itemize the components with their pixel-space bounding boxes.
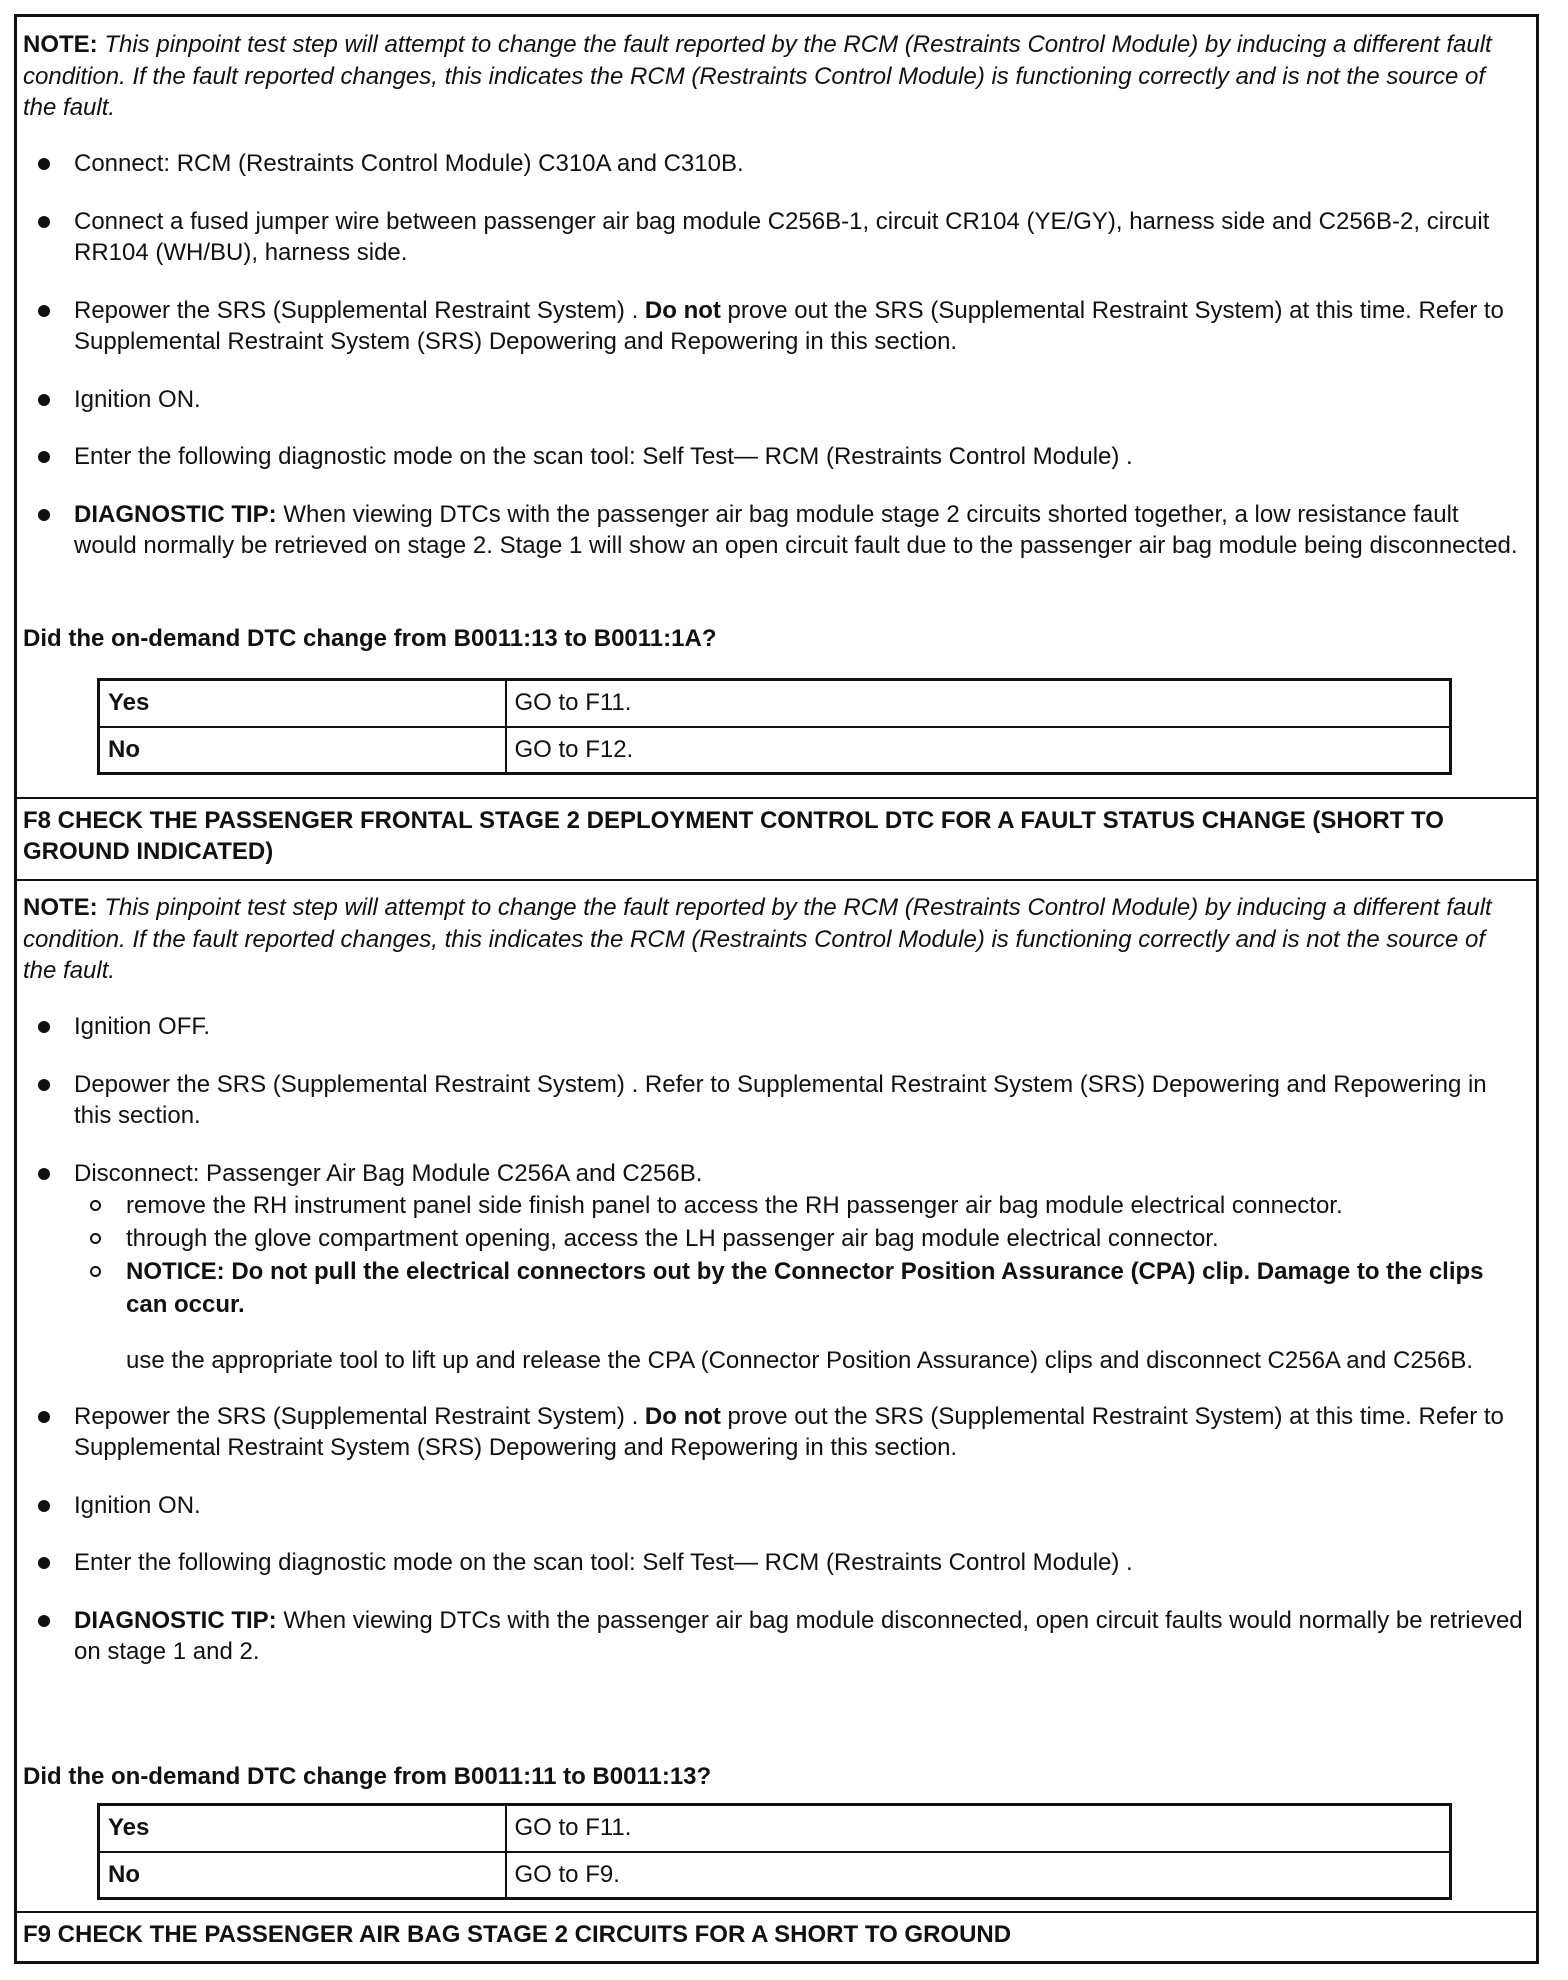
- list-item: [17, 384, 1526, 416]
- step-text: prove out the SRS (Supplemental Restraint System) at this time. Refer to Supplemental Restraint System (SRS) Depowering and Repowering in this section.: [74, 296, 1504, 355]
- answer-yes-action: GO to F11.: [506, 1805, 1451, 1852]
- bullet-icon: [38, 1411, 50, 1423]
- step-text: When viewing DTCs with the passenger air bag module disconnected, open circuit faults would normally be retrieved on stage 1 and 2.: [74, 1606, 1523, 1665]
- bullet-icon: [38, 1500, 50, 1512]
- note-2-body: This pinpoint test step will attempt to change the fault reported by the RCM (Restraints Control Module) by inducing a different fault condition. If the fault reported changes, this indicates the RCM (Restraints Control Module) is functioning correctly and is not the source of the fault.: [23, 894, 1492, 984]
- table-row: [99, 1805, 1451, 1852]
- s1-answer-table: [97, 678, 1452, 775]
- table-row: [99, 680, 1451, 727]
- list-item: [17, 295, 1526, 358]
- f8-question: Did the on-demand DTC change from B0011:11 to B0011:13?: [23, 1763, 712, 1790]
- answer-yes-action: GO to F11.: [506, 680, 1451, 727]
- list-item: [17, 1490, 1526, 1522]
- note-1: [23, 29, 1524, 124]
- list-item: [17, 1547, 1526, 1579]
- step-text: Ignition ON.: [74, 1491, 201, 1519]
- step-emphasis: Do not: [644, 296, 721, 324]
- answer-no: No: [99, 727, 506, 774]
- list-item: [17, 1011, 1526, 1043]
- f9-step-header: F9 CHECK THE PASSENGER AIR BAG STAGE 2 CIRCUITS FOR A SHORT TO GROUND: [17, 1911, 1536, 1961]
- bullet-icon: [38, 394, 50, 406]
- list-item: [17, 206, 1526, 269]
- bullet-icon: [38, 1021, 50, 1033]
- diagnostic-tip-label: DIAGNOSTIC TIP:: [74, 1606, 277, 1634]
- note-2-lead: NOTE:: [23, 894, 98, 921]
- s1-step-list: [17, 148, 1526, 588]
- bullet-icon: [38, 158, 50, 170]
- step-text: Ignition ON.: [74, 385, 201, 413]
- table-row: [99, 1852, 1451, 1899]
- step-text: When viewing DTCs with the passenger air bag module stage 2 circuits shorted together, a low resistance fault would normally be retrieved on stage 2. Stage 1 will show an open circuit fault due to the passenger air bag module being disconnected.: [74, 500, 1518, 559]
- step-text: Repower the SRS (Supplemental Restraint System) .: [74, 296, 645, 324]
- diagnostic-tip-label: DIAGNOSTIC TIP:: [74, 500, 277, 528]
- list-item: [17, 1158, 1526, 1377]
- bullet-icon: [38, 1168, 50, 1180]
- sub-list-item: [74, 1189, 1526, 1222]
- step-text: Connect a fused jumper wire between passenger air bag module C256B-1, circuit CR104 (YE/GY), harness side and C256B-2, circuit RR104 (WH/BU), harness side.: [74, 207, 1490, 266]
- step-text: Disconnect: Passenger Air Bag Module C256A and C256B.: [74, 1159, 703, 1187]
- note-1-lead: NOTE:: [23, 31, 98, 58]
- list-item: [17, 1069, 1526, 1132]
- answer-no-action: GO to F12.: [506, 727, 1451, 774]
- list-item: [17, 441, 1526, 473]
- list-item: [17, 148, 1526, 180]
- circle-bullet-icon: [90, 1233, 101, 1244]
- bullet-icon: [38, 1557, 50, 1569]
- s1-question: Did the on-demand DTC change from B0011:13 to B0011:1A?: [23, 625, 717, 652]
- note-2: [23, 892, 1524, 987]
- step-text: Enter the following diagnostic mode on the scan tool: Self Test— RCM (Restraints Control Module) .: [74, 443, 1133, 470]
- bullet-icon: [38, 509, 50, 521]
- sub-list-item: [74, 1255, 1526, 1321]
- circle-bullet-icon: [90, 1200, 101, 1211]
- document-frame: [14, 14, 1539, 1964]
- step-text: Ignition OFF.: [74, 1013, 211, 1040]
- list-item: [17, 1605, 1526, 1668]
- bullet-icon: [38, 216, 50, 228]
- sub-list-item: [74, 1222, 1526, 1255]
- step-text: Connect: RCM (Restraints Control Module) C310A and C310B.: [74, 150, 744, 177]
- step-emphasis: Do not: [644, 1402, 721, 1430]
- bullet-icon: [38, 1079, 50, 1091]
- bullet-icon: [38, 305, 50, 317]
- answer-yes: Yes: [99, 1805, 506, 1852]
- answer-no: No: [99, 1852, 506, 1899]
- sub-step-text: through the glove compartment opening, access the LH passenger air bag module electrical connector.: [126, 1225, 1219, 1252]
- list-item: [17, 1401, 1526, 1464]
- f8-answer-table: [97, 1803, 1452, 1900]
- sub-step-list: [74, 1189, 1526, 1377]
- step-text: Repower the SRS (Supplemental Restraint System) .: [74, 1402, 645, 1430]
- note-1-body: This pinpoint test step will attempt to change the fault reported by the RCM (Restraints Control Module) by inducing a different fault condition. If the fault reported changes, this indicates the RCM (Restraints Control Module) is functioning correctly and is not the source of the fault.: [23, 31, 1492, 121]
- list-item: [17, 499, 1526, 562]
- f8-step-list: [17, 1011, 1526, 1694]
- step-text: prove out the SRS (Supplemental Restraint System) at this time. Refer to Supplemental Restraint System (SRS) Depowering and Repowering in this section.: [74, 1402, 1504, 1461]
- notice-text: NOTICE: Do not pull the electrical connectors out by the Connector Position Assurance (CPA) clip. Damage to the clips can occur.: [126, 1258, 1484, 1318]
- step-text: Depower the SRS (Supplemental Restraint System) . Refer to Supplemental Restraint System (SRS) Depowering and Repowering in this section.: [74, 1070, 1487, 1129]
- circle-bullet-icon: [90, 1266, 101, 1277]
- answer-yes: Yes: [99, 680, 506, 727]
- f8-step-header: F8 CHECK THE PASSENGER FRONTAL STAGE 2 DEPLOYMENT CONTROL DTC FOR A FAULT STATUS CHANGE (SHORT TO GROUND INDICATED): [17, 797, 1536, 881]
- step-text: Enter the following diagnostic mode on the scan tool: Self Test— RCM (Restraints Control Module) .: [74, 1549, 1133, 1576]
- answer-no-action: GO to F9.: [506, 1852, 1451, 1899]
- bullet-icon: [38, 1615, 50, 1627]
- sub-step-text: remove the RH instrument panel side finish panel to access the RH passenger air bag module electrical connector.: [126, 1192, 1343, 1219]
- bullet-icon: [38, 451, 50, 463]
- sub-step-continuation: use the appropriate tool to lift up and release the CPA (Connector Position Assurance) clips and disconnect C256A and C256B.: [126, 1347, 1474, 1374]
- table-row: [99, 727, 1451, 774]
